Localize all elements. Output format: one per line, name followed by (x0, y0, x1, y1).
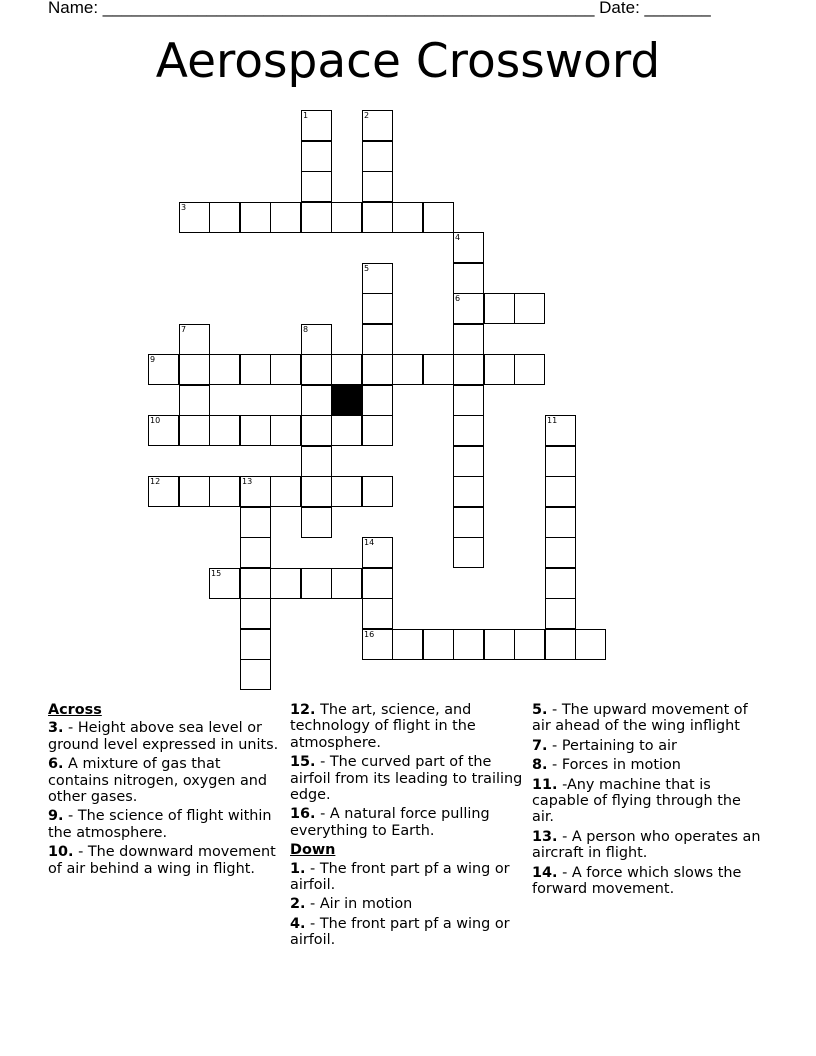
grid-cell[interactable] (514, 293, 545, 324)
grid-cell[interactable] (209, 415, 240, 446)
grid-cell[interactable] (545, 568, 576, 599)
grid-cell[interactable] (301, 507, 332, 538)
grid-cell[interactable] (301, 324, 332, 355)
grid-cell[interactable] (270, 415, 301, 446)
grid-cell[interactable] (240, 415, 271, 446)
grid-cell[interactable] (545, 415, 576, 446)
grid-cell[interactable] (270, 568, 301, 599)
grid-cell[interactable] (453, 293, 484, 324)
cell-number: 4 (455, 233, 461, 242)
grid-cell[interactable] (545, 446, 576, 477)
grid-cell[interactable] (545, 629, 576, 660)
grid-cell[interactable] (362, 629, 393, 660)
grid-cell[interactable] (453, 415, 484, 446)
grid-cell[interactable] (514, 354, 545, 385)
grid-cell[interactable] (362, 202, 393, 233)
grid-cell[interactable] (362, 110, 393, 141)
clues-column-1 (48, 702, 283, 880)
grid-cell[interactable] (453, 232, 484, 263)
cell-number: 12 (150, 477, 161, 486)
grid-cell[interactable] (423, 629, 454, 660)
clues-column-3 (532, 702, 767, 900)
grid-cell[interactable] (514, 629, 545, 660)
grid-cell[interactable] (240, 354, 271, 385)
clue-down-13: 13. - A person who operates an aircraft in flight. (532, 828, 761, 862)
grid-cell[interactable] (362, 171, 393, 202)
grid-cell[interactable] (148, 476, 179, 507)
grid-cell[interactable] (240, 598, 271, 629)
grid-cell[interactable] (362, 385, 393, 416)
grid-cell[interactable] (545, 507, 576, 538)
cell-number: 3 (181, 203, 187, 212)
clue-down-1: 1. - The front part pf a wing or airfoil. (290, 860, 510, 894)
cell-number: 8 (303, 325, 309, 334)
grid-cell[interactable] (453, 476, 484, 507)
grid-cell[interactable] (545, 476, 576, 507)
grid-cell[interactable] (179, 415, 210, 446)
grid-cell[interactable] (331, 415, 362, 446)
cell-number: 2 (364, 111, 370, 120)
cell-number: 9 (150, 355, 156, 364)
grid-cell[interactable] (453, 446, 484, 477)
grid-cell[interactable] (240, 476, 271, 507)
cell-number: 13 (242, 477, 253, 486)
grid-cell[interactable] (392, 354, 423, 385)
across-heading: Across (48, 702, 102, 718)
grid-cell[interactable] (179, 385, 210, 416)
grid-cell[interactable] (209, 568, 240, 599)
clue-down-4: 4. - The front part pf a wing or airfoil. (290, 915, 510, 949)
grid-cell[interactable] (362, 415, 393, 446)
grid-cell[interactable] (301, 568, 332, 599)
grid-cell[interactable] (453, 263, 484, 294)
grid-cell[interactable] (301, 446, 332, 477)
grid-cell[interactable] (270, 354, 301, 385)
clue-across-12: 12. The art, science, and technology of flight in the atmosphere. (290, 702, 476, 751)
clue-down-5: 5. - The upward movement of air ahead of the wing inflight (532, 702, 748, 735)
cell-number: 6 (455, 294, 461, 303)
clue-across-3: 3. - Height above sea level or ground level expressed in units. (48, 720, 279, 753)
cell-number: 14 (364, 538, 375, 547)
grid-cell[interactable] (575, 629, 606, 660)
grid-cell[interactable] (484, 293, 515, 324)
grid-cell[interactable] (362, 293, 393, 324)
grid-cell[interactable] (240, 568, 271, 599)
grid-cell[interactable] (362, 354, 393, 385)
grid-cell[interactable] (331, 476, 362, 507)
clues-column-2 (290, 702, 525, 952)
clue-across-15: 15. - The curved part of the airfoil from its leading to trailing edge. (290, 754, 523, 804)
grid-cell[interactable] (453, 537, 484, 568)
grid-cell[interactable] (423, 202, 454, 233)
grid-cell[interactable] (545, 598, 576, 629)
grid-cell[interactable] (331, 568, 362, 599)
clue-down-11: 11. -Any machine that is capable of flying through the air. (532, 776, 741, 826)
grid-cell[interactable] (484, 354, 515, 385)
grid-cell[interactable] (209, 354, 240, 385)
grid-cell[interactable] (362, 141, 393, 172)
grid-cell[interactable] (301, 110, 332, 141)
grid-cell[interactable] (484, 629, 515, 660)
grid-cell[interactable] (392, 202, 423, 233)
grid-cell[interactable] (301, 202, 332, 233)
clue-down-8: 8. - Forces in motion (532, 757, 681, 774)
grid-cell[interactable] (423, 354, 454, 385)
grid-cell[interactable] (301, 476, 332, 507)
grid-cell[interactable] (209, 202, 240, 233)
cell-number: 11 (547, 416, 558, 425)
grid-cell[interactable] (270, 476, 301, 507)
grid-cell[interactable] (179, 202, 210, 233)
grid-cell[interactable] (301, 415, 332, 446)
grid-cell[interactable] (301, 171, 332, 202)
cell-number: 10 (150, 416, 161, 425)
grid-cell[interactable] (301, 354, 332, 385)
clue-across-6: 6. A mixture of gas that contains nitrogen, oxygen and other gases. (48, 756, 268, 806)
clue-across-16: 16. - A natural force pulling everything to Earth. (290, 806, 490, 839)
grid-cell[interactable] (331, 202, 362, 233)
grid-cell[interactable] (453, 385, 484, 416)
name-date-line: Name: ____________________________________________________ Date: _______ (48, 0, 711, 17)
grid-cell[interactable] (148, 354, 179, 385)
grid-cell[interactable] (240, 659, 271, 690)
clue-down-2: 2. - Air in motion (290, 896, 413, 913)
grid-cell[interactable] (453, 629, 484, 660)
grid-cell[interactable] (301, 141, 332, 172)
grid-cell[interactable] (453, 354, 484, 385)
grid-cell[interactable] (179, 476, 210, 507)
grid-cell[interactable] (240, 629, 271, 660)
grid-cell[interactable] (453, 324, 484, 355)
cell-number: 16 (364, 630, 375, 639)
grid-cell[interactable] (362, 598, 393, 629)
grid-cell[interactable] (240, 537, 271, 568)
grid-cell[interactable] (331, 354, 362, 385)
down-heading: Down (290, 842, 336, 859)
clue-across-10: 10. - The downward movement of air behind a wing in flight. (48, 844, 276, 877)
clue-across-9: 9. - The science of flight within the atmosphere. (48, 808, 272, 841)
grid-cell[interactable] (362, 568, 393, 599)
cell-number: 1 (303, 111, 309, 120)
grid-cell[interactable] (453, 507, 484, 538)
clue-down-14: 14. - A force which slows the forward movement. (532, 864, 742, 898)
grid-cell[interactable] (270, 202, 301, 233)
black-square (331, 385, 362, 416)
grid-cell[interactable] (179, 324, 210, 355)
grid-cell[interactable] (240, 202, 271, 233)
cell-number: 15 (211, 569, 222, 578)
cell-number: 5 (364, 264, 370, 273)
cell-number: 7 (181, 325, 187, 334)
grid-cell[interactable] (148, 415, 179, 446)
grid-cell[interactable] (209, 476, 240, 507)
grid-cell[interactable] (362, 324, 393, 355)
page-title: Aerospace Crossword (155, 34, 661, 89)
grid-cell[interactable] (392, 629, 423, 660)
grid-cell[interactable] (240, 507, 271, 538)
grid-cell[interactable] (362, 263, 393, 294)
grid-cell[interactable] (179, 354, 210, 385)
grid-cell[interactable] (301, 385, 332, 416)
grid-cell[interactable] (362, 476, 393, 507)
grid-cell[interactable] (362, 537, 393, 568)
clue-down-7: 7. - Pertaining to air (532, 737, 677, 754)
grid-cell[interactable] (545, 537, 576, 568)
